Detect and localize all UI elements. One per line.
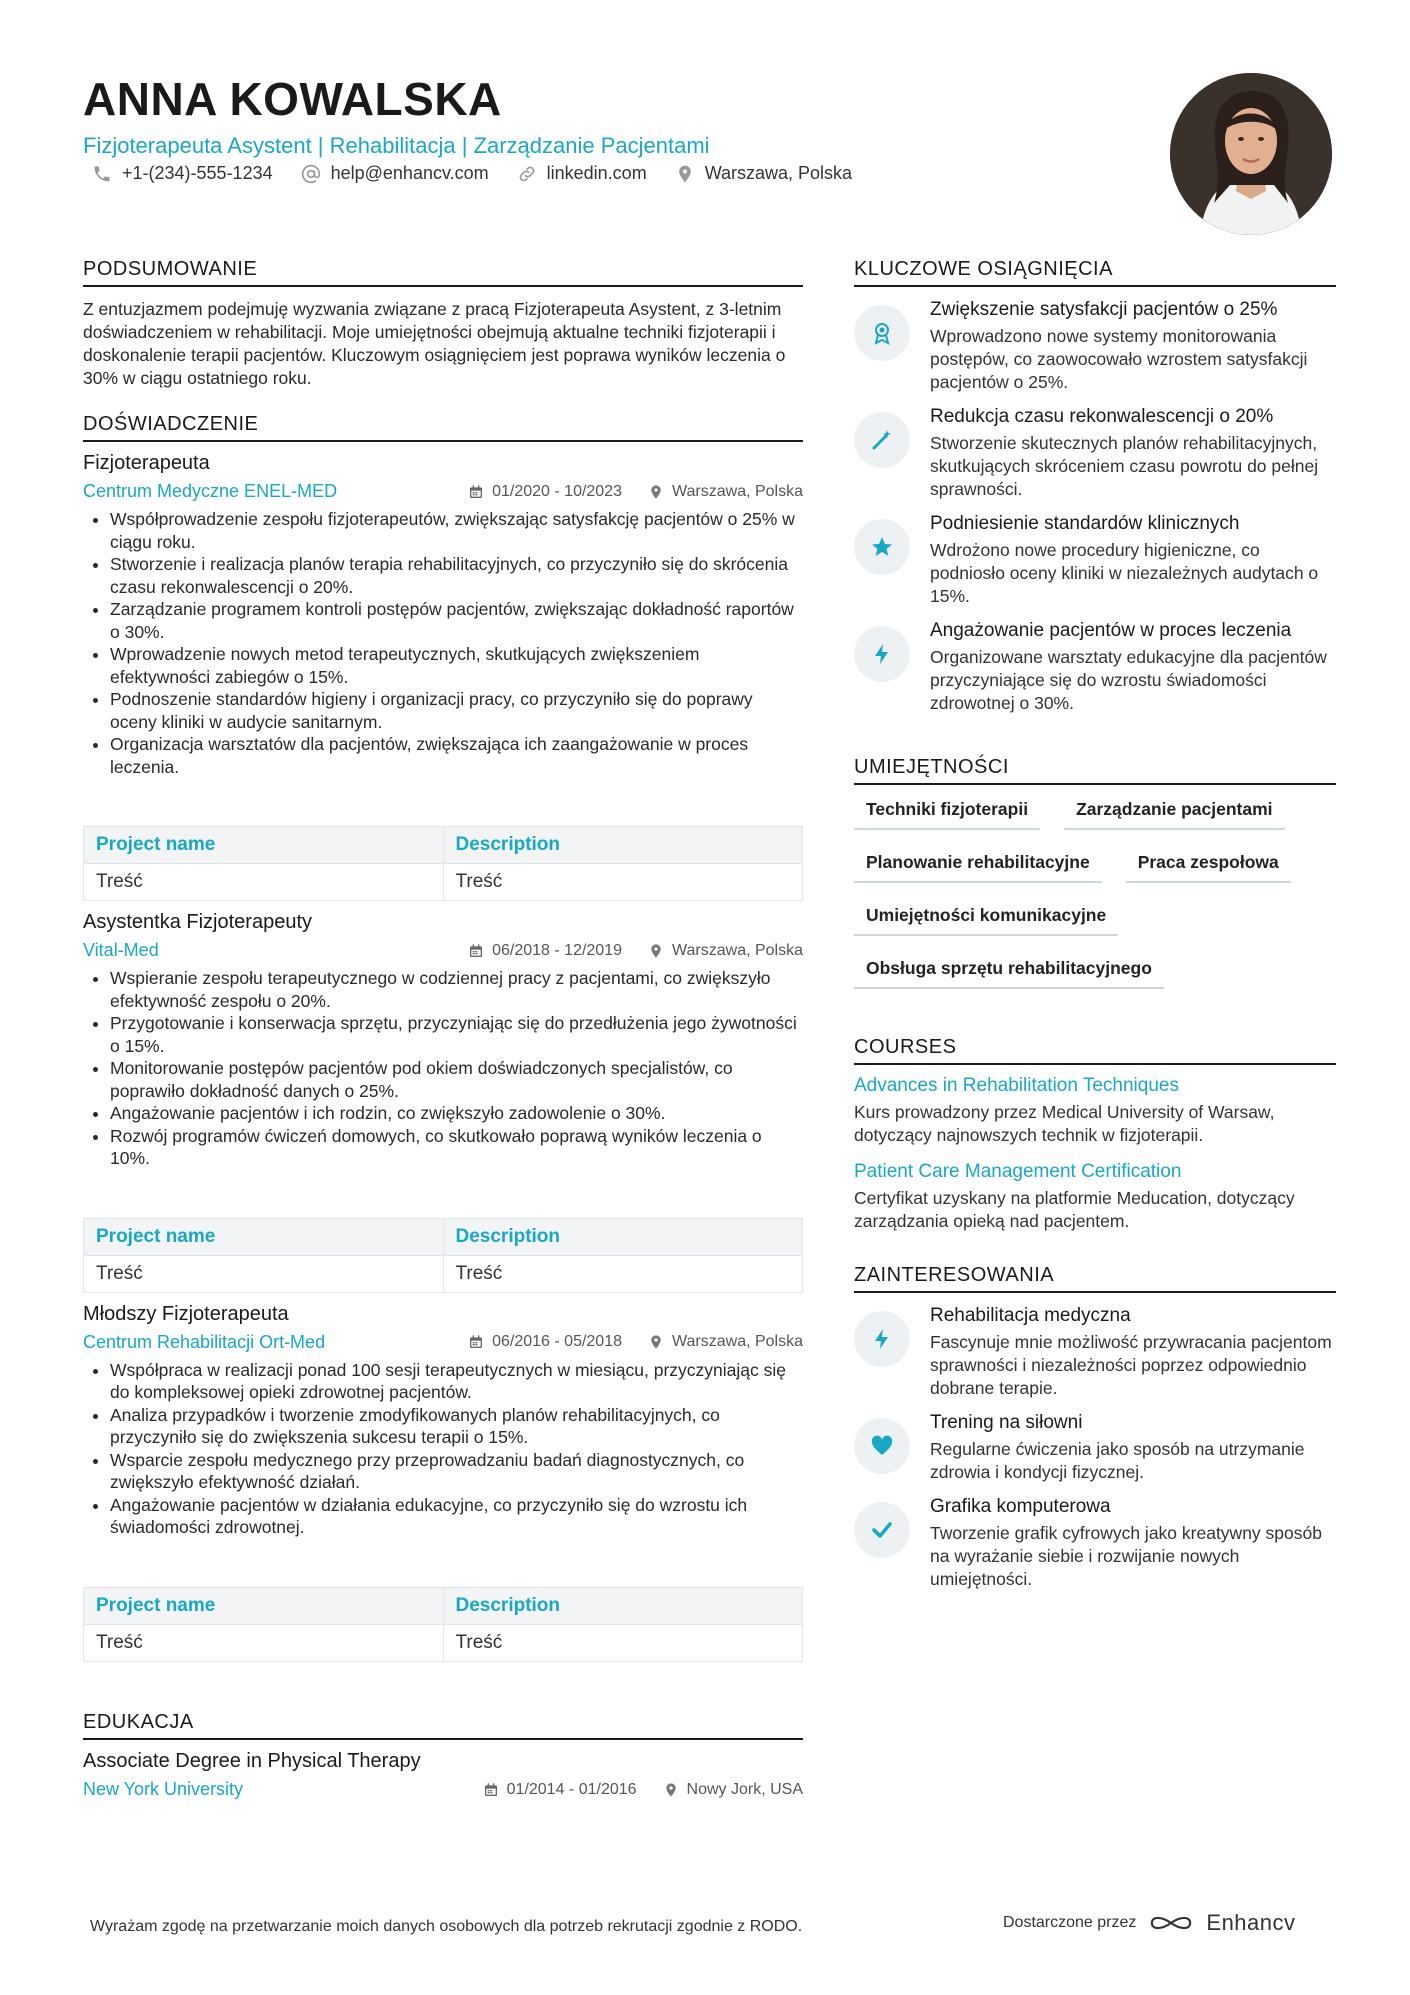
project-table: [83, 1587, 803, 1662]
skill-tag: Zarządzanie pacjentami: [1064, 799, 1284, 830]
achievements-section: [854, 258, 1336, 715]
summary-section: [83, 258, 803, 390]
job-title: Fizjoterapeuta: [83, 452, 210, 474]
email-text[interactable]: help@enhancv.com: [330, 163, 489, 183]
job-bullet: • Angażowanie pacjentów i ich rodzin, co zwiększyło zadowolenie o 30%.: [110, 1102, 803, 1125]
interests-section: [854, 1264, 1336, 1591]
achievement-desc: Organizowane warsztaty edukacyjne dla pacjentów przyczyniające się do wzrostu świadomości zdrowotnej o 30%.: [930, 647, 1327, 713]
table-header-description: Description: [443, 827, 803, 864]
gdpr-consent: Wyrażam zgodę na przetwarzanie moich danych osobowych dla potrzeb rekrutacji zgodnie z RODO.: [90, 1918, 803, 1935]
table-row: [84, 864, 803, 901]
table-header-row: [84, 1218, 803, 1255]
job-meta: [83, 940, 803, 961]
linkedin-text[interactable]: linkedin.com: [546, 163, 647, 183]
job-dates-text: 01/2020 - 10/2023: [492, 482, 622, 500]
interest-title: Grafika komputerowa: [930, 1496, 1111, 1517]
job-bullets: [83, 967, 803, 1170]
education-location-text: Nowy Jork, USA: [686, 1780, 803, 1798]
contact-phone: [92, 163, 273, 184]
section-heading-experience: DOŚWIADCZENIE: [83, 413, 803, 442]
location-pin-icon: [648, 1334, 664, 1350]
calendar-icon: [468, 943, 484, 959]
section-heading-interests: ZAINTERESOWANIA: [854, 1264, 1336, 1293]
job-meta-right: [468, 942, 803, 960]
company-name: Centrum Medyczne ENEL-MED: [83, 481, 338, 501]
job-entry: [83, 911, 803, 1293]
course-desc: Certyfikat uzyskany na platformie Meducation, dotyczący zarządzania opieką nad pacjentem.: [854, 1188, 1295, 1231]
portrait-image: [1170, 73, 1332, 235]
job-dates-text: 06/2016 - 05/2018: [492, 1333, 622, 1350]
job-location: [648, 1333, 803, 1351]
star-icon: [854, 519, 910, 575]
summary-text: Z entuzjazmem podejmuję wyzwania związane z pracą Fizjoterapeuta Asystent, z 3-letnim doświadczeniem w rehabilitacji. Moje umiejętności obejmują aktualne techniki fizjoterapii i doskonalenie terapii pacjentów. Kluczowym osiągnięciem jest poprawa wyników leczenia o 30% w ciągu ostatniego roku.: [83, 299, 786, 388]
job-bullet: • Analiza przypadków i tworzenie zmodyfikowanych planów rehabilitacyjnych, co przyczyniło się do zwiększenia sukcesu terapii o 15%.: [110, 1404, 803, 1449]
job-bullet: • Podnoszenie standardów higieny i organizacji pracy, co przyczyniło się do poprawy oceny kliniki w audycie sanitarnym.: [110, 688, 803, 733]
lightning-icon: [854, 626, 910, 682]
candidate-name: ANNA KOWALSKA: [83, 73, 502, 125]
section-heading-summary: PODSUMOWANIE: [83, 258, 803, 287]
job-location-text: Warszawa, Polska: [672, 941, 803, 959]
location-pin-icon: [648, 484, 664, 500]
table-cell: Treść: [84, 1255, 444, 1292]
enhancv-logo-icon: [1148, 1911, 1194, 1935]
job-bullet: • Wprowadzenie nowych metod terapeutycznych, skutkujących zwiększeniem efektywności zabiegów o 15%.: [110, 643, 803, 688]
table-row: [84, 1255, 803, 1292]
job-bullet: • Monitorowanie postępów pacjentów pod okiem doświadczonych specjalistów, co poprawiło dokładność danych o 25%.: [110, 1057, 803, 1102]
check-icon: [854, 1502, 910, 1558]
job-entry: [83, 1303, 803, 1662]
skills-list: [854, 799, 1336, 989]
section-heading-education: EDUKACJA: [83, 1711, 803, 1740]
table-header-description: Description: [443, 1218, 803, 1255]
table-cell: Treść: [443, 1624, 803, 1661]
education-dates: [483, 1781, 637, 1799]
job-bullet: • Stworzenie i realizacja planów terapia rehabilitacyjnych, co przyczyniło się do skrócenia czasu rekonwalescencji o 20%.: [110, 553, 803, 598]
achievement-item: [854, 620, 1336, 715]
phone-icon: [92, 164, 112, 184]
footer-branding[interactable]: [1003, 1910, 1296, 1936]
school-name: New York University: [83, 1779, 244, 1799]
powered-by-text: Dostarczone przez: [1003, 1914, 1137, 1931]
job-location: [648, 483, 803, 501]
achievement-title: Zwiększenie satysfakcji pacjentów o 25%: [930, 299, 1278, 320]
job-title: Młodszy Fizjoterapeuta: [83, 1302, 289, 1325]
job-bullet: • Współpraca w realizacji ponad 100 sesji terapeutycznych w miesiącu, przyczyniając się do kompleksowej opieki zdrowotnej pacjentów.: [110, 1359, 803, 1404]
interest-item: [854, 1496, 1336, 1591]
achievement-item: [854, 513, 1336, 608]
job-location-text: Warszawa, Polska: [672, 482, 803, 500]
job-bullet: • Rozwój programów ćwiczeń domowych, co skutkowało poprawą wyników leczenia o 10%.: [110, 1125, 803, 1170]
job-dates: [468, 483, 622, 501]
table-header-description: Description: [443, 1587, 803, 1624]
calendar-icon: [468, 484, 484, 500]
company-name: Vital-Med: [83, 940, 159, 960]
job-dates: [468, 1333, 622, 1351]
job-bullets: [83, 1359, 803, 1539]
job-bullet: • Organizacja warsztatów dla pacjentów, zwiększająca ich zaangażowanie w proces leczenia.: [110, 733, 803, 778]
table-cell: Treść: [443, 864, 803, 901]
job-entry: [83, 452, 803, 901]
achievement-desc: Wprowadzono nowe systemy monitorowania postępów, co zaowocowało wzrostem satysfakcji pacjentów o 25%.: [930, 326, 1308, 392]
job-location: [648, 942, 803, 960]
section-heading-achievements: KLUCZOWE OSIĄGNIĘCIA: [854, 258, 1336, 287]
table-cell: Treść: [84, 864, 444, 901]
achievement-desc: Wdrożono nowe procedury higieniczne, co podniosło oceny kliniki w niezależnych audytach o 15%.: [930, 540, 1319, 606]
skill-tag: Umiejętności komunikacyjne: [854, 905, 1118, 936]
job-bullet: • Współprowadzenie zespołu fizjoterapeutów, zwiększając satysfakcję pacjentów o 25% w ciągu roku.: [110, 508, 803, 553]
table-cell: Treść: [443, 1255, 803, 1292]
degree-title: Associate Degree in Physical Therapy: [83, 1750, 421, 1772]
course-desc: Kurs prowadzony przez Medical University of Warsaw, dotyczący najnowszych technik w fizjoterapii.: [854, 1102, 1275, 1145]
lightning-icon: [854, 1311, 910, 1367]
job-bullet: • Przygotowanie i konserwacja sprzętu, przyczyniając się do przedłużenia jego żywotności o 15%.: [110, 1012, 803, 1057]
table-header-project: Project name: [84, 1587, 444, 1624]
calendar-icon: [468, 1334, 484, 1350]
skill-tag: Obsługa sprzętu rehabilitacyjnego: [854, 958, 1164, 989]
courses-section: [854, 1036, 1336, 1233]
magic-wand-icon: [854, 412, 910, 468]
interest-item: [854, 1305, 1336, 1400]
contact-bar: [92, 163, 852, 184]
achievement-item: [854, 406, 1336, 501]
job-meta-right: [468, 1333, 803, 1351]
contact-location: [675, 163, 852, 184]
interest-title: Rehabilitacja medyczna: [930, 1305, 1131, 1326]
table-row: [84, 1624, 803, 1661]
heart-icon: [854, 1418, 910, 1474]
achievement-desc: Stworzenie skutecznych planów rehabilitacyjnych, skutkujących skróceniem czasu powrotu do pełnej sprawności.: [930, 433, 1319, 499]
job-bullet: • Angażowanie pacjentów w działania edukacyjne, co przyczyniło się do wzrostu ich świadomości zdrowotnej.: [110, 1494, 803, 1539]
project-table: [83, 826, 803, 901]
phone-text[interactable]: +1-(234)-555-1234: [122, 163, 273, 183]
job-title: Asystentka Fizjoterapeuty: [83, 911, 312, 933]
table-header-row: [84, 827, 803, 864]
job-bullet: • Zarządzanie programem kontroli postępów pacjentów, zwiększając dokładność raportów o 30%.: [110, 598, 803, 643]
skill-tag: Techniki fizjoterapii: [854, 799, 1040, 830]
location-pin-icon: [675, 164, 695, 184]
job-bullets: [83, 508, 803, 778]
achievement-title: Angażowanie pacjentów w proces leczenia: [930, 620, 1292, 641]
achievement-item: [854, 299, 1336, 394]
contact-email: [301, 163, 489, 184]
job-dates: [468, 942, 622, 960]
location-pin-icon: [648, 943, 664, 959]
course-title: Patient Care Management Certification: [854, 1161, 1182, 1182]
achievement-title: Redukcja czasu rekonwalescencji o 20%: [930, 406, 1274, 427]
table-header-project: Project name: [84, 1218, 444, 1255]
project-table: [83, 1218, 803, 1293]
interest-desc: Fascynuje mnie możliwość przywracania pacjentom sprawności i niezależności poprzez odpowiednio dobrane terapie.: [930, 1332, 1332, 1398]
table-header-row: [84, 1587, 803, 1624]
interest-title: Trening na siłowni: [930, 1412, 1083, 1433]
table-header-project: Project name: [84, 827, 444, 864]
job-bullet: • Wspieranie zespołu terapeutycznego w codziennej pracy z pacjentami, co zwiększyło efektywność zespołu o 20%.: [110, 967, 803, 1012]
table-cell: Treść: [84, 1624, 444, 1661]
education-section: [83, 1711, 803, 1800]
interest-desc: Regularne ćwiczenia jako sposób na utrzymanie zdrowia i kondycji fizycznej.: [930, 1439, 1305, 1482]
company-name: Centrum Rehabilitacji Ort-Med: [83, 1331, 326, 1352]
job-dates-text: 06/2018 - 12/2019: [492, 941, 622, 959]
course-title: Advances in Rehabilitation Techniques: [854, 1075, 1179, 1096]
job-bullet: • Wsparcie zespołu medycznego przy przeprowadzaniu badań diagnostycznych, co zwiększyło efektywność działań.: [110, 1449, 803, 1494]
education-dates-text: 01/2014 - 01/2016: [506, 1780, 637, 1798]
interest-item: [854, 1412, 1336, 1484]
education-location: [663, 1781, 803, 1799]
education-meta: [83, 1779, 803, 1800]
location-pin-icon: [663, 1782, 679, 1798]
job-location-text: Warszawa, Polska: [672, 1333, 803, 1350]
skill-tag: Praca zespołowa: [1126, 852, 1291, 883]
location-text: Warszawa, Polska: [704, 163, 853, 183]
achievement-title: Podniesienie standardów klinicznych: [930, 513, 1240, 534]
profile-photo: [1170, 73, 1332, 235]
section-heading-courses: COURSES: [854, 1036, 1336, 1065]
experience-section: [83, 413, 803, 1662]
award-icon: [854, 305, 910, 361]
education-meta-right: [483, 1781, 803, 1799]
brand-name: Enhancv: [1206, 1910, 1296, 1935]
contact-linkedin: [517, 163, 647, 184]
at-icon: [301, 164, 321, 184]
interest-desc: Tworzenie grafik cyfrowych jako kreatywny sposób na wyrażanie siebie i rozwijanie nowych umiejętności.: [930, 1523, 1322, 1589]
candidate-headline: Fizjoterapeuta Asystent | Rehabilitacja | Zarządzanie Pacjentami: [83, 133, 710, 158]
skills-section: [854, 756, 1336, 989]
calendar-icon: [483, 1782, 499, 1798]
job-meta: [83, 481, 803, 502]
skill-tag: Planowanie rehabilitacyjne: [854, 852, 1102, 883]
section-heading-skills: UMIEJĘTNOŚCI: [854, 756, 1336, 785]
job-meta-right: [468, 483, 803, 501]
link-icon: [517, 164, 537, 184]
job-meta: [83, 1332, 803, 1353]
